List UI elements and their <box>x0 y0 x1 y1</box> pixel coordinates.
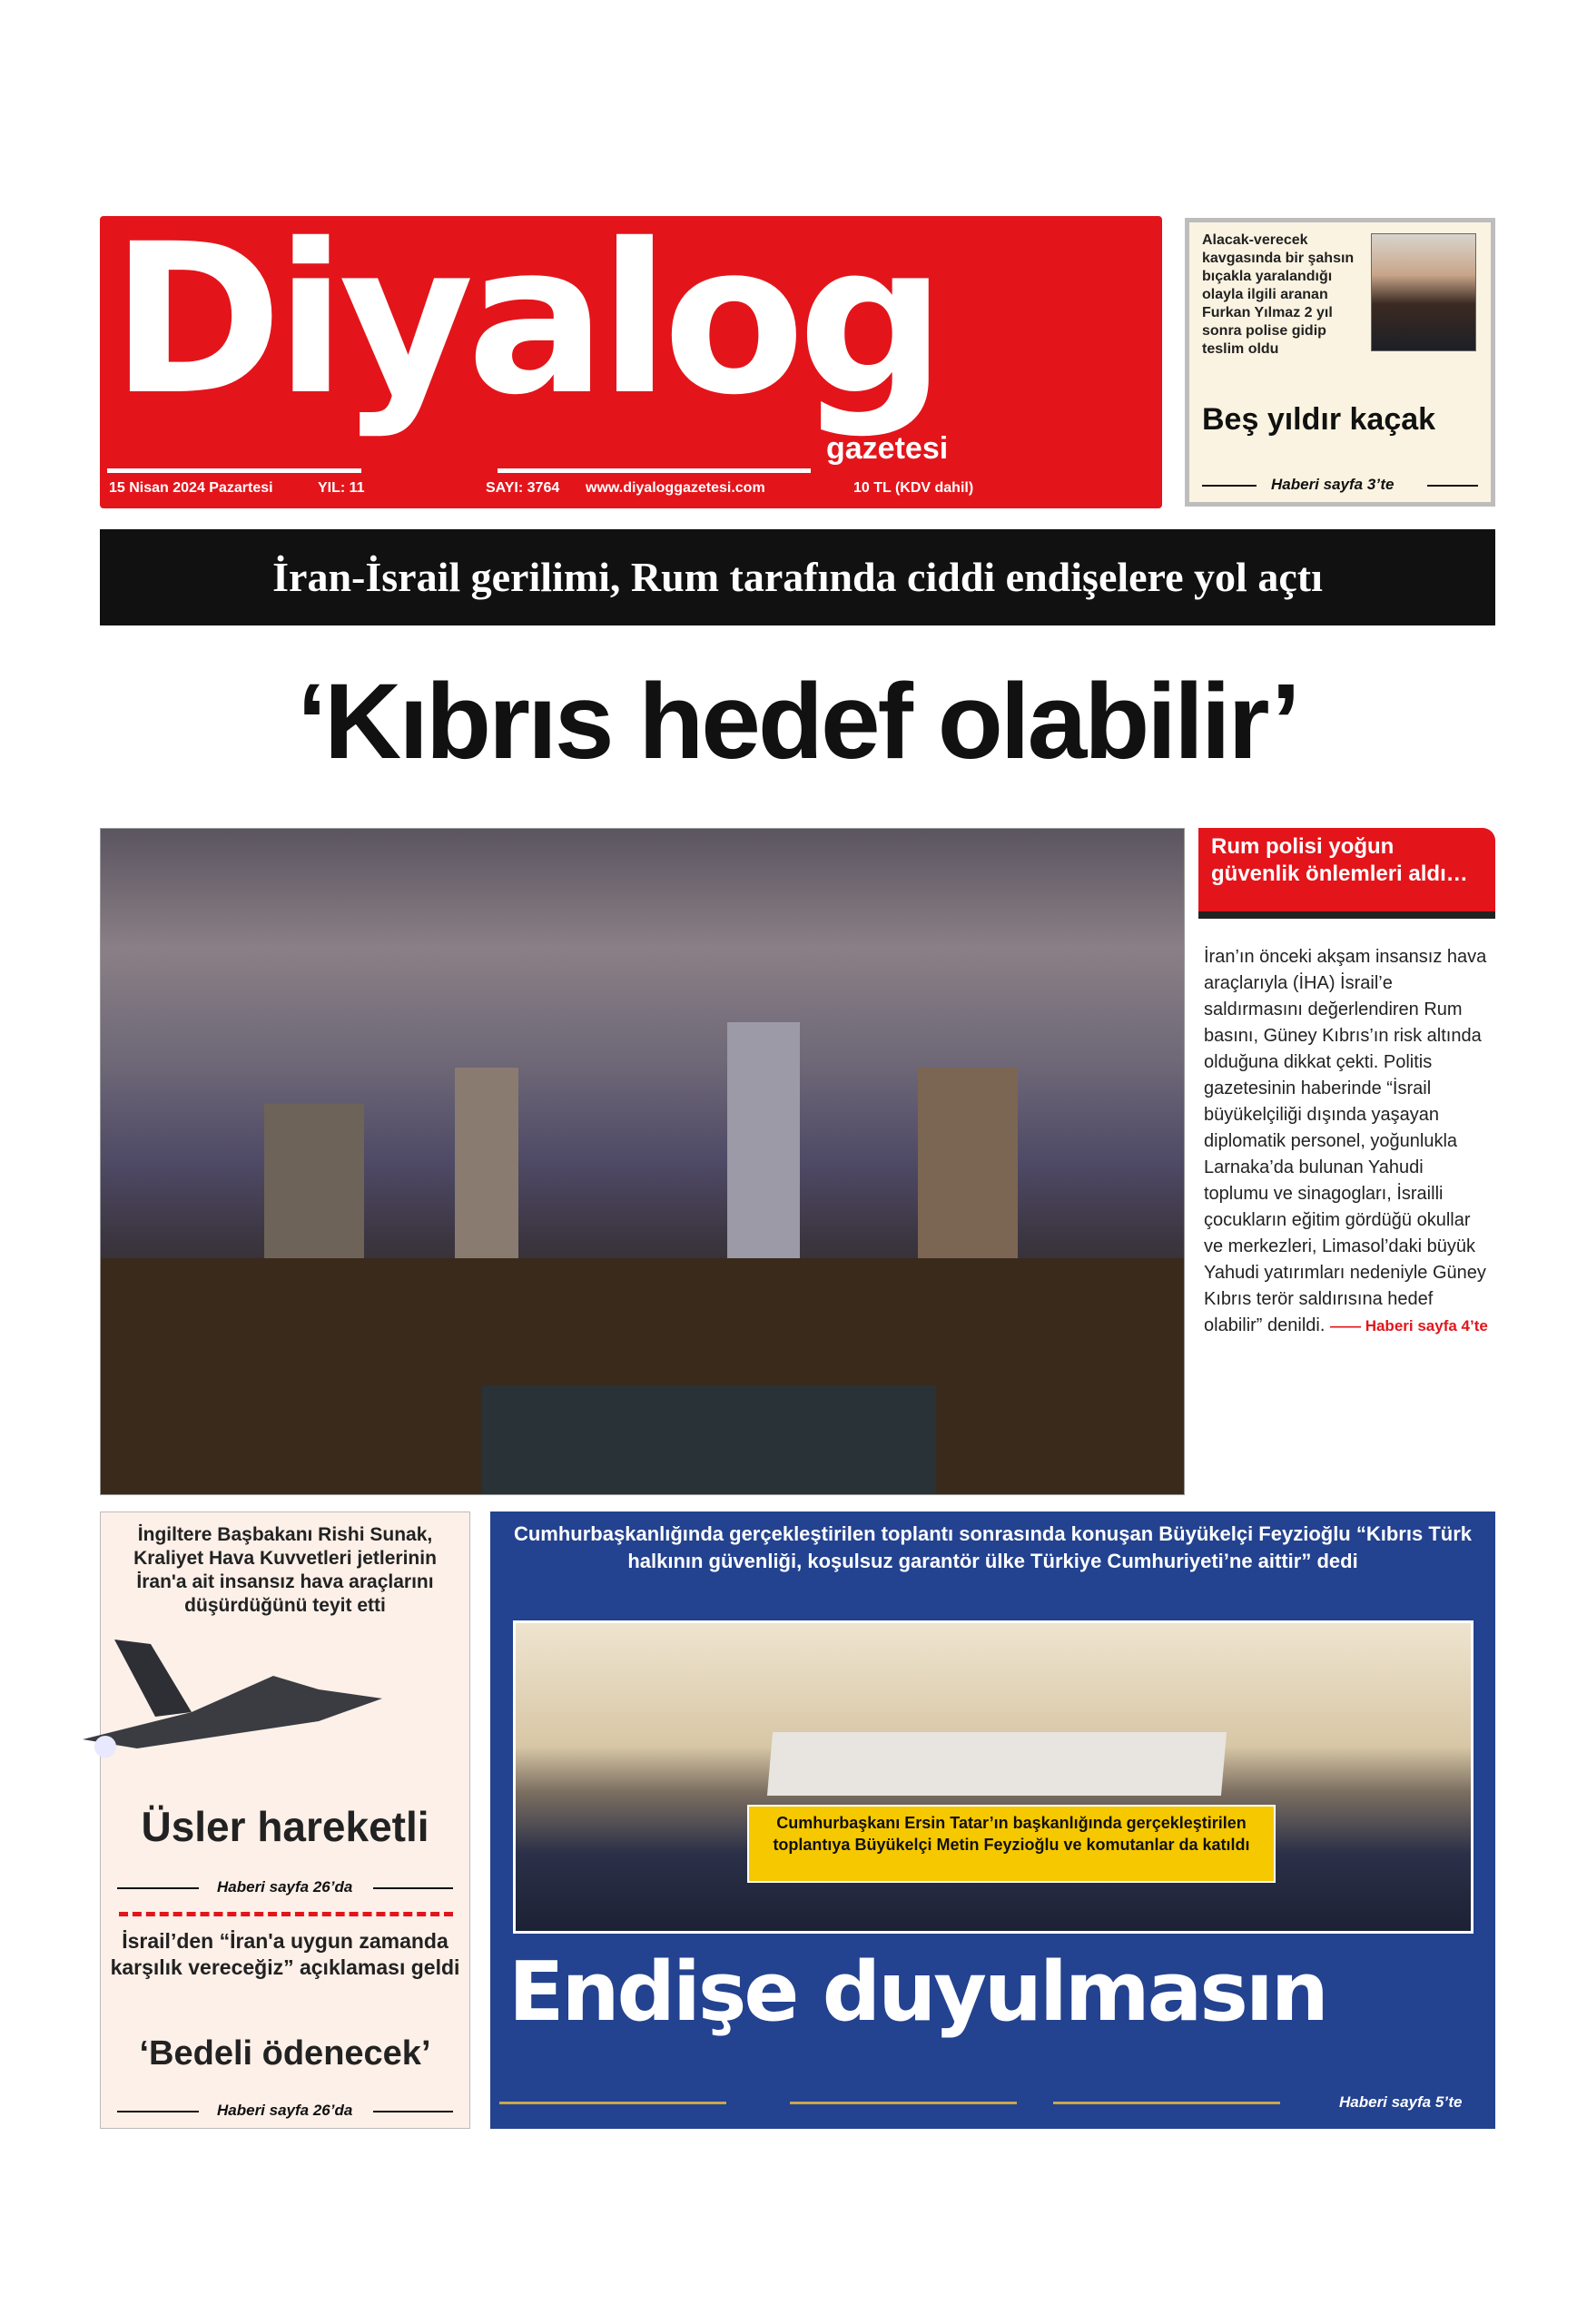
main-story-ref: Haberi sayfa 4’te <box>1365 1317 1488 1334</box>
divider <box>1053 2102 1280 2104</box>
issue-date: 15 Nisan 2024 Pazartesi <box>109 480 273 496</box>
divider <box>790 2102 1017 2104</box>
divider <box>499 2102 726 2104</box>
main-story-text: İran’ın önceki akşam insansız hava araçlarıyla (İHA) İsrail’e saldırmasını değerlendiren Rum basını, Güney Kıbrıs’ın risk altında olduğuna dikkat çekti. Politis gazetesinin haberinde “İsrail büyükelçiliği dışında yaşayan diplomatik personel, yoğunlukla Larnaka’da bulunan Yahudi toplumu ve sinagogları, İsrailli çocukların eğitim gördüğü okullar ve merkezleri, Limasol’daki büyük Yahudi yatırımları nedeniyle Güney Kıbrıs terör saldırısına hedef olabilir” denildi. <box>1204 947 1487 1335</box>
left-headline-1: Üsler hareketli <box>141 1803 429 1850</box>
blue-headline: Endişe duyulmasın <box>508 1945 1326 2040</box>
left-ref-2: Haberi sayfa 26’da <box>217 2102 353 2119</box>
banner-headline: İran-İsrail gerilimi, Rum tarafında ciddi endişelere yol açtı <box>100 529 1495 625</box>
divider <box>498 468 811 473</box>
left-ref-1: Haberi sayfa 26’da <box>217 1878 353 1896</box>
dashed-divider <box>119 1912 453 1916</box>
divider <box>107 468 361 473</box>
main-headline: ‘Kıbrıs hedef olabilir’ <box>297 662 1298 782</box>
blue-subhead: Cumhurbaşkanlığında gerçekleştirilen toplantı sonrasında konuşan Büyükelçi Feyzioğlu “Kıbrıs Türk halkının güvenliği, koşulsuz garantör ülke Türkiye Cumhuriyeti’ne aittir” dedi <box>513 1522 1472 1572</box>
fighter-jet-image <box>83 1640 382 1776</box>
city-skyline-photo <box>100 828 1185 1495</box>
side-story-text: Alacak-verecek kavgasında bir şahsın bıçakla yaralandığı olayla ilgili aranan Furkan Yılmaz 2 yıl sonra polise gidip teslim oldu <box>1202 232 1355 357</box>
website: www.diyaloggazetesi.com <box>586 480 765 496</box>
issue-number: SAYI: 3764 <box>486 480 560 496</box>
left-intro-1: İngiltere Başbakanı Rishi Sunak, Kraliyet Hava Kuvvetleri jetlerinin İran'a ait insansız hava araçlarını düşürdüğünü teyit etti <box>133 1524 437 1616</box>
masthead <box>100 216 1162 508</box>
price: 10 TL (KDV dahil) <box>853 480 974 496</box>
divider <box>1202 485 1257 487</box>
issue-year: YIL: 11 <box>318 480 365 496</box>
meeting-photo <box>513 1620 1474 1934</box>
newspaper-logo: Diyalog <box>111 216 939 440</box>
divider <box>373 1887 453 1889</box>
divider <box>117 2111 199 2112</box>
side-story-box <box>1185 218 1495 507</box>
blue-story-box <box>490 1512 1495 2129</box>
side-story-headline: Beş yıldır kaçak <box>1202 402 1436 437</box>
side-story-photo <box>1371 233 1476 351</box>
divider <box>117 1887 199 1889</box>
divider <box>373 2111 453 2112</box>
left-story-box <box>100 1512 470 2129</box>
photo-caption: Cumhurbaşkanı Ersin Tatar’ın başkanlığında gerçekleştirilen toplantıya Büyükelçi Metin Feyzioğlu ve komutanlar da katıldı <box>747 1805 1276 1883</box>
logo-subtitle: gazetesi <box>826 431 949 466</box>
story-tag: Rum polisi yoğun güvenlik önlemleri aldı… <box>1198 828 1495 919</box>
left-headline-2: ‘Bedeli ödenecek’ <box>139 2034 431 2073</box>
side-story-ref: Haberi sayfa 3’te <box>1271 476 1395 493</box>
blue-ref: Haberi sayfa 5’te <box>1339 2093 1463 2111</box>
main-story-body: İran’ın önceki akşam insansız hava araçlarıyla (İHA) İsrail’e saldırmasını değerlendiren Rum basını, Güney Kıbrıs’ın risk altında olduğuna dikkat çekti. Politis gazetesinin haberinde “İsrail büyükelçiliği dışında yaşayan diplomatik personel, yoğunlukla Larnaka’da bulunan Yahudi toplumu ve sinagogları, İsrailli çocukların eğitim gördüğü okullar ve merkezleri, Limasol’daki büyük Yahudi yatırımları nedeniyle Güney Kıbrıs terör saldırısına hedef olabilir” denildi. —— Haberi sayfa 4’te <box>1204 947 1488 1335</box>
divider <box>1427 485 1478 487</box>
left-intro-2: İsrail’den “İran'a uygun zamanda karşılık vereceğiz” açıklaması geldi <box>110 1929 460 1979</box>
